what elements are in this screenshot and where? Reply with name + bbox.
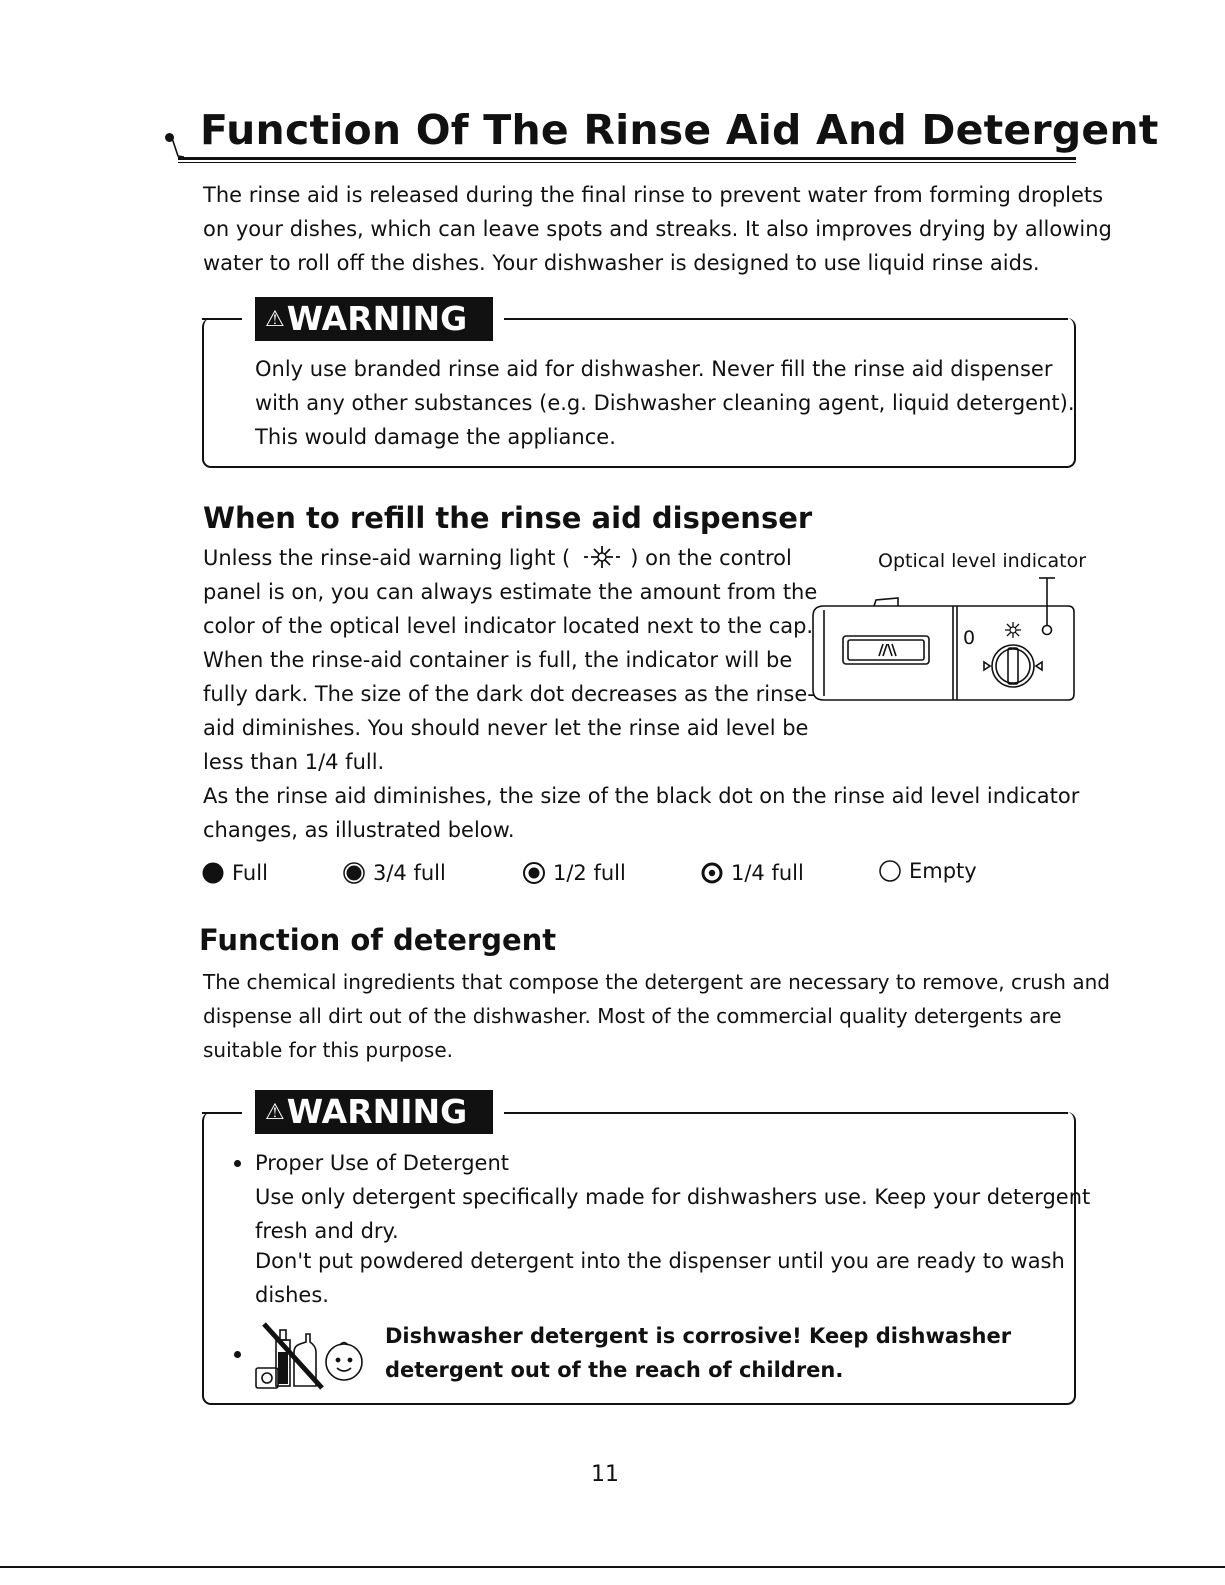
intro-paragraph: The rinse aid is released during the final rinse to prevent water from forming droplets on your dishes, which can leave spots and streaks. It also improves drying by allowing water to roll off the dishes. Your dishwasher is designed to use liquid rinse aids.: [203, 183, 1112, 275]
level-quarter: 1/4 full: [701, 857, 804, 889]
dial-zero-label: 0: [963, 627, 976, 649]
warning-badge: ⚠WARNING: [255, 1090, 493, 1134]
level-half-dot-icon: [523, 862, 545, 884]
bullet: [234, 1351, 241, 1358]
keep-away-from-children-icon: [250, 1318, 370, 1390]
diminish-paragraph: As the rinse aid diminishes, the size of the black dot on the rinse aid level indicator changes, as illustrated below.: [203, 784, 1080, 842]
level-empty: Empty: [879, 855, 977, 887]
refill-paragraph: Unless the rinse-aid warning light ( ) on the control panel is on, you can always estimate the amount from the color of the optical level indicator located next to the cap. When the rinse-aid container is full, the indicator will be fully dark. The size of the dark dot decreases as the rinse- aid diminishes. You should never let the rinse aid level be less than 1/4 full.: [203, 546, 818, 774]
detergent-paragraph: The chemical ingredients that compose the detergent are necessary to remove, crush and dispense all dirt out of the dishwasher. Most of the commercial quality detergents are suitable for this purpose.: [203, 970, 1110, 1062]
page-title: Function Of The Rinse Aid And Detergent: [200, 106, 1159, 154]
section-heading-refill: When to refill the rinse aid dispenser: [203, 501, 813, 535]
rinse-aid-warning-light-icon: [580, 544, 624, 570]
bullet: [234, 1160, 241, 1167]
title-rule-thin: [178, 162, 1076, 163]
page-number: 11: [591, 1462, 619, 1487]
level-full-dot-icon: [202, 862, 224, 884]
warning-text-rinse-aid: Only use branded rinse aid for dishwasher. Never fill the rinse aid dispenser with any other substances (e.g. Dishwasher cleaning agent, liquid detergent). This would damage the appliance.: [255, 357, 1075, 449]
footer-rule: [0, 1566, 1225, 1568]
level-quarter-dot-icon: [701, 862, 723, 884]
warning-text-detergent: Proper Use of Detergent Use only detergent specifically made for dishwashers use. Keep your detergent fresh and dry. Don't put powdered detergent into the dispenser until you are ready to wash dishes.: [255, 1151, 1091, 1307]
section-heading-detergent: Function of detergent: [199, 923, 557, 957]
warning-triangle-icon: ⚠: [265, 1100, 285, 1125]
diagram-label: Optical level indicator: [878, 550, 1087, 572]
level-three-quarter-dot-icon: [343, 862, 365, 884]
warning-badge: ⚠WARNING: [255, 297, 493, 341]
title-tick: [170, 138, 184, 158]
level-full: Full: [202, 857, 268, 889]
level-half: 1/2 full: [523, 857, 626, 889]
level-empty-dot-icon: [879, 860, 901, 882]
warning-triangle-icon: ⚠: [265, 307, 285, 332]
level-three-quarter: 3/4 full: [343, 857, 446, 889]
rinse-aid-dispenser-diagram: [810, 574, 1080, 704]
corrosive-warning-text: Dishwasher detergent is corrosive! Keep dishwasher detergent out of the reach of children.: [385, 1324, 1012, 1382]
title-rule: [178, 157, 1076, 160]
